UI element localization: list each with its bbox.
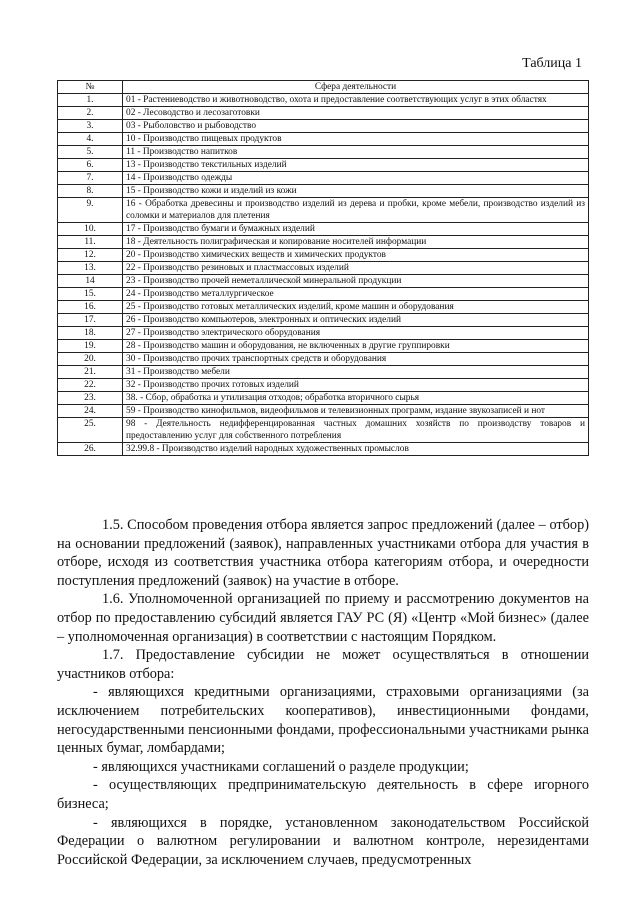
row-activity: 03 - Рыболовство и рыбоводство — [123, 120, 589, 133]
row-number: 20. — [58, 353, 123, 366]
table-row — [58, 185, 589, 198]
row-number: 26. — [58, 443, 123, 456]
table-row — [58, 327, 589, 340]
table-header-row — [58, 81, 589, 94]
table-row — [58, 159, 589, 172]
row-activity: 22 - Производство резиновых и пластмассовых изделий — [123, 262, 589, 275]
table-row — [58, 94, 589, 107]
row-number: 24. — [58, 405, 123, 418]
row-number: 11. — [58, 236, 123, 249]
table-row — [58, 198, 589, 223]
row-activity: 16 - Обработка древесины и производство изделий из дерева и пробки, кроме мебели, производство изделий из соломки и материалов для плетения — [123, 198, 589, 223]
row-activity: 13 - Производство текстильных изделий — [123, 159, 589, 172]
table-row — [58, 275, 589, 288]
row-activity: 01 - Растениеводство и животноводство, охота и предоставление соответствующих услуг в этих областях — [123, 94, 589, 107]
table-row — [58, 172, 589, 185]
table-row — [58, 146, 589, 159]
paragraph: - являющихся кредитными организациями, страховыми организациями (за исключением потребительских кооперативов), инвестиционными фондами, негосударственными пенсионными фондами, профессиональными участниками рынка ценных бумаг, ломбардами; — [57, 684, 589, 757]
row-number: 16. — [58, 301, 123, 314]
row-number: 23. — [58, 392, 123, 405]
row-number: 21. — [58, 366, 123, 379]
row-number: 13. — [58, 262, 123, 275]
table-row — [58, 288, 589, 301]
row-activity: 20 - Производство химических веществ и химических продуктов — [123, 249, 589, 262]
table-row — [58, 262, 589, 275]
paragraph: - являющихся участниками соглашений о разделе продукции; — [93, 758, 469, 775]
row-activity: 18 - Деятельность полиграфическая и копирование носителей информации — [123, 236, 589, 249]
table-row — [58, 301, 589, 314]
row-activity: 10 - Производство пищевых продуктов — [123, 133, 589, 146]
row-number: 7. — [58, 172, 123, 185]
table-row — [58, 366, 589, 379]
row-activity: 27 - Производство электрического оборудования — [123, 327, 589, 340]
table-row — [58, 392, 589, 405]
header-activity: Сфера деятельности — [123, 81, 589, 94]
row-activity: 11 - Производство напитков — [123, 146, 589, 159]
row-activity: 32.99.8 - Производство изделий народных художественных промыслов — [123, 443, 589, 456]
paragraph: 1.5. Способом проведения отбора является запрос предложений (далее – отбор) на основании предложений (заявок), направленных участниками отбора для участия в отборе, исходя из соответствия участника отбора категориям отбора, и очередности поступления предложений (заявок) на участие в отборе. — [57, 517, 589, 589]
table-row — [58, 405, 589, 418]
table-row — [58, 120, 589, 133]
row-number: 15. — [58, 288, 123, 301]
row-number: 18. — [58, 327, 123, 340]
row-number: 12. — [58, 249, 123, 262]
row-number: 6. — [58, 159, 123, 172]
row-number: 25. — [58, 418, 123, 443]
row-number: 22. — [58, 379, 123, 392]
header-number: № — [58, 81, 123, 94]
row-activity: 31 - Производство мебели — [123, 366, 589, 379]
row-activity: 02 - Лесоводство и лесозаготовки — [123, 107, 589, 120]
row-activity: 30 - Производство прочих транспортных средств и оборудования — [123, 353, 589, 366]
row-activity: 26 - Производство компьютеров, электронных и оптических изделий — [123, 314, 589, 327]
table-row — [58, 418, 589, 443]
row-activity: 24 - Производство металлургическое — [123, 288, 589, 301]
row-activity: 32 - Производство прочих готовых изделий — [123, 379, 589, 392]
paragraph: - осуществляющих предпринимательскую деятельность в сфере игорного бизнеса; — [57, 777, 589, 812]
table-row — [58, 133, 589, 146]
row-number: 9. — [58, 198, 123, 223]
row-activity: 28 - Производство машин и оборудования, не включенных в другие группировки — [123, 340, 589, 353]
row-number: 10. — [58, 223, 123, 236]
row-number: 14 — [58, 275, 123, 288]
document-body — [57, 516, 589, 869]
row-activity: 98 - Деятельность недифференцированная частных домашних хозяйств по производству товаров и предоставлению услуг для собственного потребления — [123, 418, 589, 443]
row-activity: 14 - Производство одежды — [123, 172, 589, 185]
row-activity: 23 - Производство прочей неметаллической минеральной продукции — [123, 275, 589, 288]
table-row — [58, 340, 589, 353]
row-number: 4. — [58, 133, 123, 146]
row-number: 2. — [58, 107, 123, 120]
row-number: 19. — [58, 340, 123, 353]
table-row — [58, 443, 589, 456]
paragraph: 1.7. Предоставление субсидии не может осуществляться в отношении участников отбора: — [57, 647, 589, 682]
table-row — [58, 107, 589, 120]
table-row — [58, 353, 589, 366]
table-row — [58, 249, 589, 262]
table-row — [58, 314, 589, 327]
table-body — [58, 94, 589, 456]
paragraph: - являющихся в порядке, установленном законодательством Российской Федерации о валютном регулировании и валютном контроле, нерезидентами Российской Федерации, за исключением случаев, предусмотренных — [57, 814, 589, 868]
table-row — [58, 236, 589, 249]
row-activity: 17 - Производство бумаги и бумажных изделий — [123, 223, 589, 236]
row-number: 1. — [58, 94, 123, 107]
table-caption: Таблица 1 — [522, 56, 582, 71]
row-activity: 25 - Производство готовых металлических изделий, кроме машин и оборудования — [123, 301, 589, 314]
row-number: 8. — [58, 185, 123, 198]
row-number: 5. — [58, 146, 123, 159]
row-number: 17. — [58, 314, 123, 327]
row-activity: 59 - Производство кинофильмов, видеофильмов и телевизионных программ, издание звукозаписей и нот — [123, 405, 589, 418]
activity-table — [57, 80, 589, 456]
table-row — [58, 379, 589, 392]
row-number: 3. — [58, 120, 123, 133]
paragraph: 1.6. Уполномоченной организацией по приему и рассмотрению документов на отбор по предоставлению субсидий является ГАУ РС (Я) «Центр «Мой бизнес» (далее – уполномоченная организация) в соответствии с настоящим Порядком. — [57, 591, 589, 645]
row-activity: 15 - Производство кожи и изделий из кожи — [123, 185, 589, 198]
row-activity: 38. - Сбор, обработка и утилизация отходов; обработка вторичного сырья — [123, 392, 589, 405]
table-row — [58, 223, 589, 236]
